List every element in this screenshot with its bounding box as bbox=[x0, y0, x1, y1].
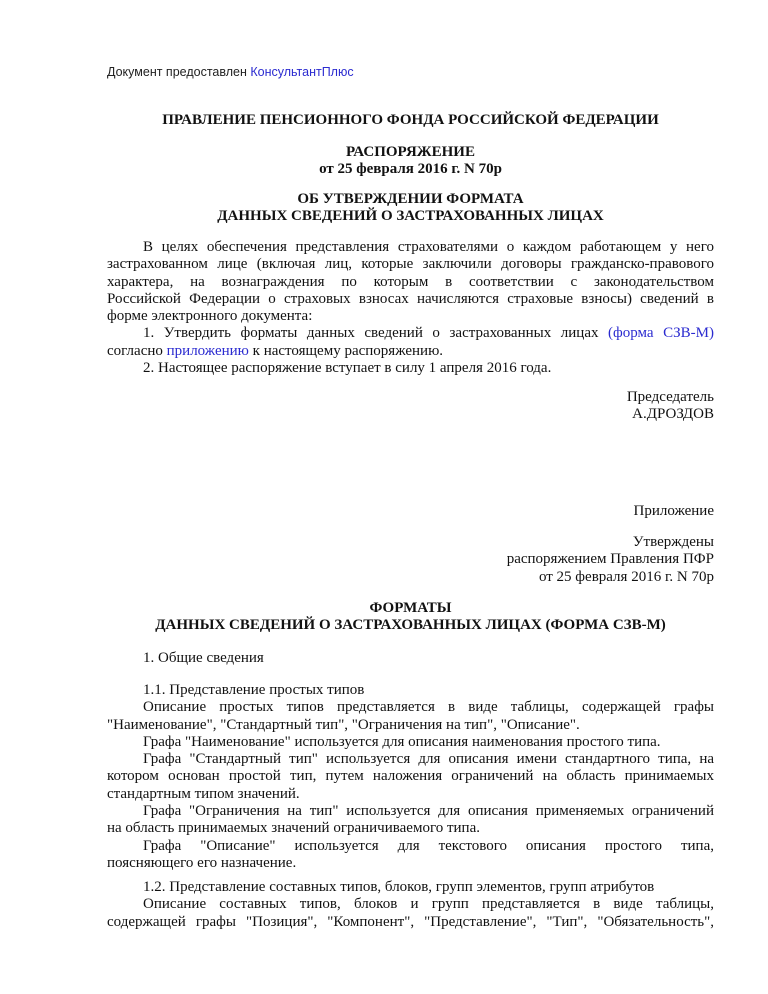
subsection-heading: 1.1. Представление простых типов bbox=[143, 682, 365, 698]
heading-text: 1. Общие сведения bbox=[143, 650, 264, 666]
item-2: 2. Настоящее распоряжение вступает в силу 1 апреля 2016 года. bbox=[143, 360, 552, 377]
text-line: Описание составных типов, блоков и групп представляется в виде таблицы, bbox=[143, 896, 714, 913]
text-line: Графа "Ограничения на тип" используется для описания применяемых ограничений bbox=[143, 803, 714, 820]
text-line: "Наименование", "Стандартный тип", "Ограничения на тип", "Описание". bbox=[107, 716, 580, 733]
doc-date: от 25 февраля 2016 г. N 70р bbox=[319, 161, 502, 178]
doc-type: РАСПОРЯЖЕНИЕ bbox=[346, 144, 475, 160]
text-line: Российской Федерации о страховых взносах начисляются страховые взносы) сведений в bbox=[107, 290, 714, 307]
text-line: Описание простых типов представляется в виде таблицы, содержащей графы bbox=[143, 699, 714, 716]
title-line: ОБ УТВЕРЖДЕНИИ ФОРМАТА bbox=[297, 191, 524, 207]
approval-line: от 25 февраля 2016 г. N 70р bbox=[538, 568, 714, 585]
approval-line: распоряжением Правления ПФР bbox=[506, 551, 714, 568]
approval-block bbox=[107, 534, 714, 586]
document-title bbox=[107, 191, 714, 226]
text-line: Графа "Стандартный тип" используется для описания имени стандартного типа, на bbox=[143, 751, 714, 768]
formats-title bbox=[107, 600, 714, 635]
subsection-heading: 1.2. Представление составных типов, блоков, групп элементов, групп атрибутов bbox=[143, 879, 655, 895]
section-1-2 bbox=[107, 879, 714, 931]
signer-name: А.ДРОЗДОВ bbox=[632, 406, 714, 423]
item-1-cont bbox=[107, 343, 714, 360]
text: к настоящему распоряжению. bbox=[248, 342, 444, 359]
preamble bbox=[107, 239, 714, 377]
text-line: Графа "Наименование" используется для описания наименования простого типа. bbox=[143, 733, 661, 750]
text-line: В целях обеспечения представления страхователями о каждом работающем у него bbox=[143, 239, 714, 255]
title-line: ДАННЫХ СВЕДЕНИЙ О ЗАСТРАХОВАННЫХ ЛИЦАХ bbox=[217, 208, 604, 225]
title-line: ФОРМАТЫ bbox=[369, 600, 452, 616]
text-line: застрахованном лице (включая лиц, которые заключили договоры гражданско-правового bbox=[107, 256, 714, 273]
text-line: форме электронного документа: bbox=[107, 308, 313, 325]
text-line: котором основан простой тип, путем наложения ограничений на область принимаемых bbox=[107, 768, 714, 785]
text-line: поясняющего его назначение. bbox=[107, 854, 297, 871]
section-1-1 bbox=[107, 682, 714, 872]
text-line: на область принимаемых значений ограничиваемого типа. bbox=[107, 820, 480, 837]
form-szv-m-link[interactable]: (форма СЗВ-М) bbox=[608, 325, 714, 342]
item-1 bbox=[107, 325, 714, 342]
provider-text: Документ предоставлен bbox=[107, 65, 251, 79]
appendix-link[interactable]: приложению bbox=[166, 342, 249, 359]
appendix-text: Приложение bbox=[633, 503, 714, 519]
text-line: характера, на вознаграждения по которым в соответствии с законодательством bbox=[107, 273, 714, 290]
provider-header bbox=[107, 65, 354, 79]
organization-heading bbox=[107, 112, 714, 129]
text-line: Графа "Описание" используется для текстового описания простого типа, bbox=[143, 837, 714, 854]
document-heading bbox=[107, 144, 714, 179]
title-line: ДАННЫХ СВЕДЕНИЙ О ЗАСТРАХОВАННЫХ ЛИЦАХ (ФОРМА СЗВ-М) bbox=[155, 617, 666, 634]
signer-position: Председатель bbox=[626, 389, 714, 405]
item-1-text: 1. Утвердить форматы данных сведений о застрахованных лицах bbox=[143, 325, 609, 342]
text-line: стандартным типом значений. bbox=[107, 785, 300, 802]
consultant-link[interactable]: КонсультантПлюс bbox=[250, 65, 354, 79]
org-name: ПРАВЛЕНИЕ ПЕНСИОННОГО ФОНДА РОССИЙСКОЙ ФЕДЕРАЦИИ bbox=[162, 112, 659, 128]
signature bbox=[107, 389, 714, 424]
appendix-label bbox=[107, 503, 714, 520]
text: согласно bbox=[107, 342, 167, 359]
approval-line: Утверждены bbox=[632, 534, 714, 550]
section-1-heading bbox=[107, 650, 714, 667]
text-line: содержащей графы "Позиция", "Компонент", "Представление", "Тип", "Обязательность", bbox=[107, 913, 714, 930]
